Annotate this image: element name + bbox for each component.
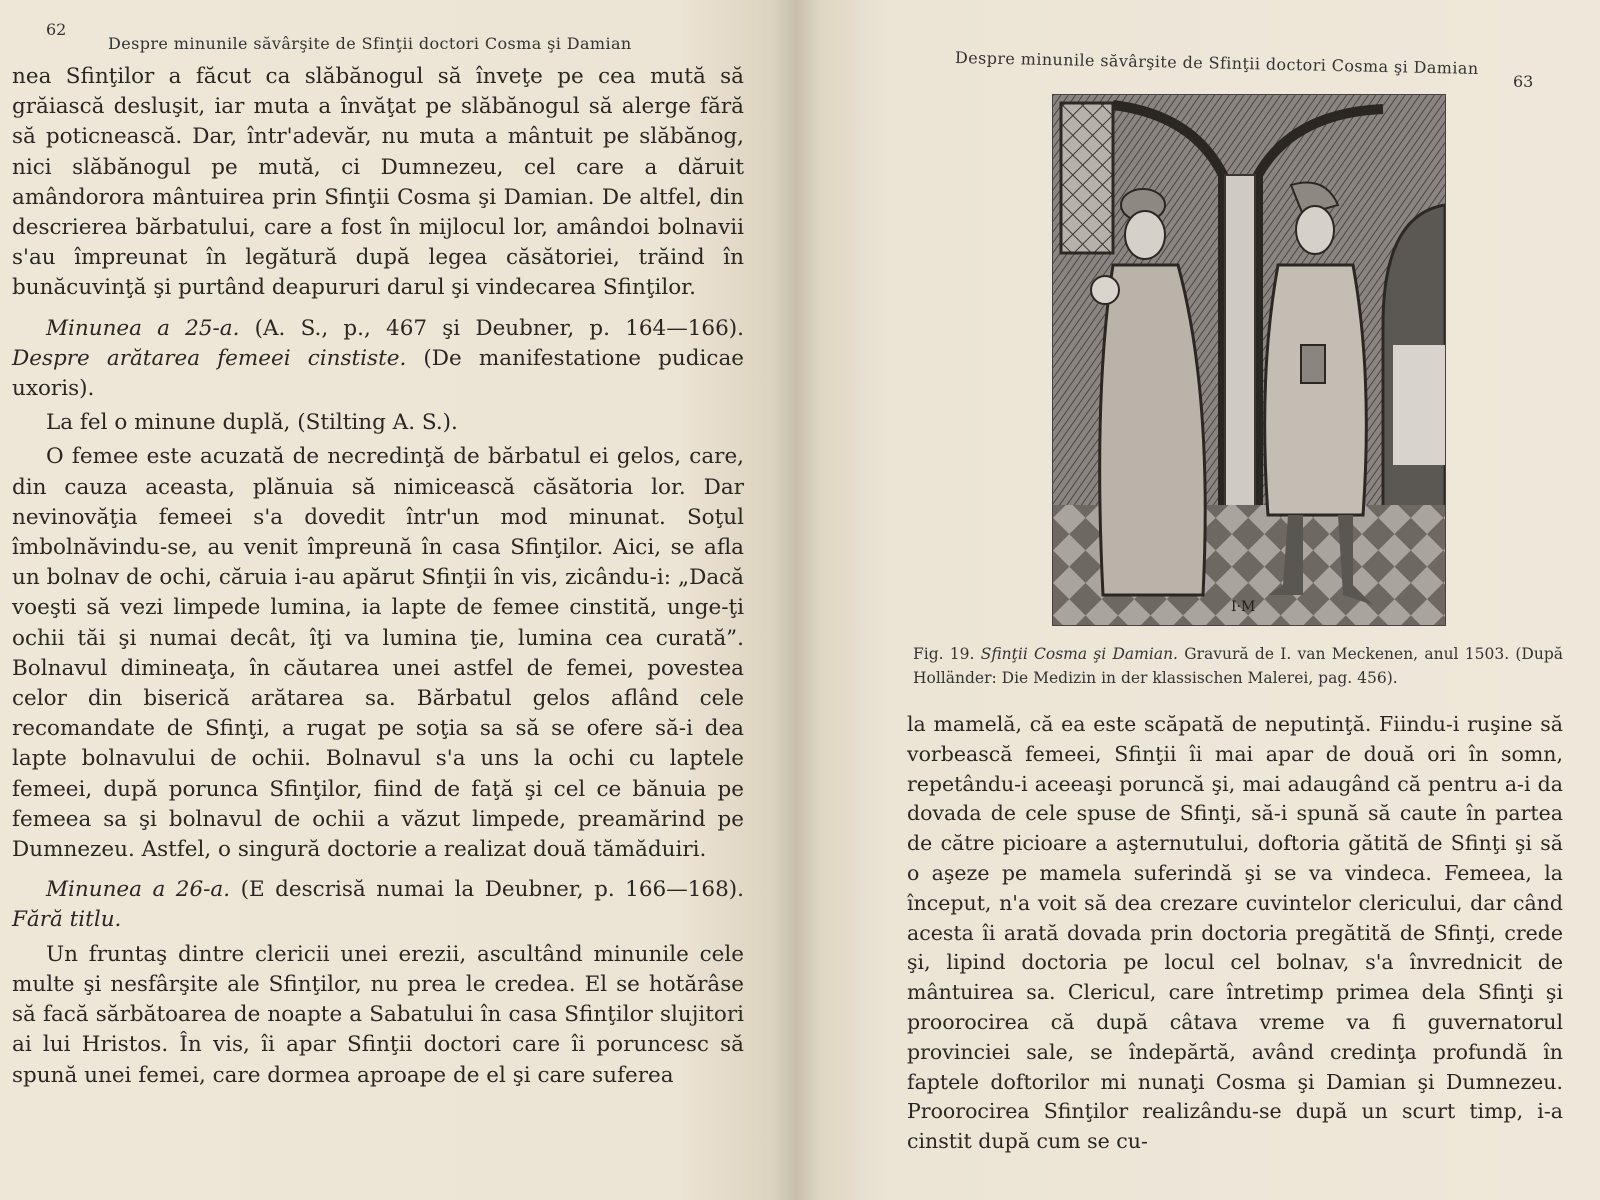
paragraph: O femee este acuzată de necredinţă de bărbatul ei gelos, care, din cauza aceasta, plănuia să nimicească căsătoria lor. Dar nevinovăţia femeei s'a dovedit într'un mod minunat. Soţul îmbolnăvindu-se, au venit împreună în casa Sfinţilor. Aici, se afla un bolnav de ochi, căruia i-au apărut Sfinţii în vis, zicându-i: „Dacă voeşti să vezi limpede lumina, ia lapte de femee cinstită, unge-ţi ochii tăi şi numai decât, îţi va lumina ţie, lumina cea curată”. Bolnavul dimineaţa, în căutarea unei astfel de femei, povestea celor din biserică arătarea sa. Bărbatul gelos aflând cele recomandate de Sfinţi, a rugat pe soţia sa să se ofere să-i dea lapte bolnavului de ochii. Bolnavul s'a uns la ochi cu laptele femeei, după porunca Sfinţilor, fiind de faţă şi cel ce bănuia pe femeea sa şi bolnavul de ochii a văzut limpede, preamărind pe Dumnezeu. Astfel, o singură doctorie a realizat două tămăduiri. (12, 444, 744, 863)
text-column (907, 710, 1563, 1157)
left-page (0, 0, 795, 1200)
miracle-heading (12, 314, 744, 405)
miracle-heading (12, 875, 744, 935)
paragraph: nea Sfinţilor a făcut ca slăbănogul să înveţe pe cea mută să grăiască desluşit, iar muta a învăţat pe slăbănogul să alerge fără să poticnească. Dar, într'adevăr, nu muta a mântuit pe slăbănog, nici slăbănogul pe mută, ci Dumnezeu, cel care a dăruit amândorora mântuirea prin Sfinţii Cosma şi Damian. De altfel, din descrierea bărbatului, care a fost în mijlocul lor, amândoi bolnavii s'au împreunat în legătură după legea căsătoriei, trăind în bunăcuvinţă şi purtând deapururi darul şi vindecarea Sfinţilor. (12, 64, 744, 301)
paragraph: Un fruntaş dintre clericii unei erezii, ascultând minunile cele multe şi nesfârşite ale Sfinţilor, nu prea le credea. El se hotărâse să facă sărbătoarea de noapte a Sabatului în casa Sfinţilor slujitori ai lui Hristos. În vis, îi apar Sfinţii doctori care îi poruncesc să spună unei femei, care dormea aproape de el şi care suferea (12, 941, 744, 1088)
caption-title: Sfinţii Cosma şi Damian. (980, 645, 1178, 663)
miracle-reference: (E descrisă numai la Deubner, p. 166—168). (240, 877, 744, 903)
figure-caption (913, 642, 1563, 690)
miracle-title: Minunea a 25-a. (46, 315, 240, 341)
engraver-signature: I·M (1231, 599, 1256, 615)
miracle-latin-title: (De manifestatione pudicae uxoris). (12, 345, 744, 402)
page-number: 62 (46, 20, 67, 39)
paragraph: la mamelă, că ea este scăpată de neputinţă. Fiindu-i ruşine să vorbească femeei, Sfinţii îi mai apar de două ori în somn, repetându-i aceeaşi poruncă şi, mai adaugând că pentru a-i da dovada de cele spuse de Sfinţi, să-i spună să caute în partea de către picioare a aşternutului, doftoria gătită de Sfinţi şi să o aşeze pe mamela suferindă şi se va vindeca. Femeea, la început, n'a voit să dea crezare cuvintelor clericului, dar când acesta îi arată dovada prin doctoria pregătită de Sfinţi, crede şi, lipind doctoria pe locul cel bolnav, s'a învrednicit de mântuirea sa. Clericul, care întretimp primea dela Sfinţi şi proorocirea că după câtava vreme va fi guvernatorul provinciei sale, se îndepărtă, având credinţa profundă în faptele doftorilor mi nunaţi Cosma şi Damian şi Dumnezeu. Proorocirea Sfinţilor realizându-se după un scurt timp, i-a cinstit după cum se cu- (907, 712, 1563, 1154)
miracle-subtitle: Fără titlu. (12, 907, 122, 933)
miracle-subtitle: Despre arătarea femeei cinstiste. (12, 345, 407, 371)
right-page (795, 0, 1600, 1200)
miracle-reference: (A. S., p., 467 şi Deubner, p. 164—166). (254, 315, 744, 341)
running-head: Despre minunile săvârşite de Sfinţii doctori Cosma şi Damian (954, 48, 1479, 78)
running-head: Despre minunile săvârşite de Sfinţii doctori Cosma şi Damian (108, 34, 632, 53)
engraving-figure (1052, 94, 1446, 626)
text-column (12, 62, 744, 1091)
caption-text: Gravură de I. van Meckenen, anul 1503. (După Holländer: Die Medizin in der klassischen Malerei, pag. 456). (913, 645, 1563, 687)
page-number: 63 (1513, 72, 1534, 91)
paragraph: La fel o minune duplă, (Stilting A. S.). (46, 410, 458, 436)
engraving-illustration (1053, 95, 1445, 625)
miracle-title: Minunea a 26-a. (46, 877, 231, 903)
caption-label: Fig. 19. (913, 645, 975, 663)
